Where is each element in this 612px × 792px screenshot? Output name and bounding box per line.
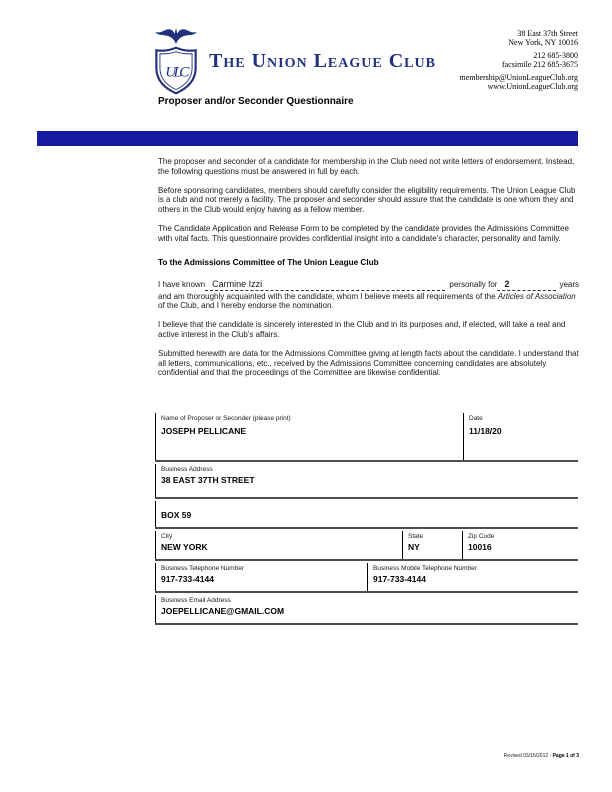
business-email-cell (155, 595, 578, 623)
zip-label: Zip Code (468, 533, 495, 540)
address-city: New York, NY 10016 (508, 38, 578, 47)
business-email-field[interactable]: JOEPELLICANE@GMAIL.COM (161, 606, 285, 616)
facsimile-number: facsimile 212 685-3675 (502, 60, 578, 69)
proposer-form (155, 413, 578, 627)
intro-paragraph-3: The Candidate Application and Release Form to be completed by the candidate provides the Admissions Committee with vital facts. This questionnaire provides confidential insight into a candidate's character, personality and family. (158, 223, 569, 243)
known-rest-1: and am thoroughly acquainted with the candidate, whom I believe meets all requirements of the (158, 291, 498, 301)
business-telephone-label: Business Telephone Number (161, 565, 244, 572)
address-street: 38 East 37th Street (517, 29, 578, 38)
date-label: Date (469, 415, 483, 422)
footer-page-number: Page 1 of 3 (552, 753, 579, 759)
footer-revised-text: Revised 03/15/2012 - (503, 753, 553, 759)
believe-paragraph: I believe that the candidate is sincerely interested in the Club and in its purposes and, if elected, will take a real and active interest in the Club's affairs. (158, 320, 566, 340)
monogram-text: ULC (165, 63, 187, 81)
zip-cell (462, 531, 578, 559)
form-row-city-state-zip (155, 531, 578, 561)
known-line (158, 279, 579, 291)
phone-number: 212 685-3800 (533, 51, 578, 60)
business-telephone-cell (155, 563, 367, 591)
known-suffix: years (559, 280, 579, 290)
known-middle: personally for (449, 280, 498, 290)
name-cell (155, 413, 463, 460)
city-label: City (161, 533, 173, 540)
form-row-address-line-2 (155, 501, 578, 529)
known-prefix: I have known (158, 280, 206, 290)
membership-email: membership@UnionLeagueClub.org (459, 73, 578, 82)
document-title: Proposer and/or Seconder Questionnaire (158, 96, 354, 107)
form-row-telephones (155, 563, 578, 593)
known-paragraph (158, 279, 579, 311)
body-content (158, 157, 579, 387)
club-logo (148, 28, 204, 96)
mobile-telephone-field[interactable]: 917-733-4144 (373, 574, 426, 584)
address-line-2-cell (155, 501, 578, 527)
form-row-email (155, 595, 578, 625)
city-cell (155, 531, 402, 559)
name-label: Name of Proposer or Seconder (please print) (161, 415, 291, 422)
intro-paragraph-2: Before sponsoring candidates, members should carefully consider the eligibility requirements. The Union League Club is a club and not merely a facility. The proposer and seconder should assure that the candidate is one whom they and others in the Club would enjoy having as a fellow member. (158, 185, 576, 214)
form-row-business-address (155, 464, 578, 499)
business-address-label: Business Address (161, 466, 213, 473)
business-address-field[interactable]: 38 EAST 37TH STREET (161, 475, 255, 485)
intro-paragraph-1: The proposer and seconder of a candidate for membership in the Club need not write letters of endorsement. Instead, the following questions must be answered in full by each. (158, 157, 575, 176)
eagle-icon (148, 28, 204, 45)
mobile-telephone-cell (367, 563, 578, 591)
date-field[interactable]: 11/18/20 (469, 426, 502, 436)
form-row-name-date (155, 413, 578, 462)
club-website: www.UnionLeagueClub.org (487, 82, 578, 91)
state-cell (402, 531, 462, 559)
known-rest-2: of the Club, and I hereby endorse the nomination. (158, 301, 334, 311)
mobile-telephone-label: Business Mobile Telephone Number (373, 565, 477, 572)
candidate-name-field[interactable]: Carmine Izzi (205, 279, 445, 291)
business-telephone-field[interactable]: 917-733-4144 (161, 574, 214, 584)
page-footer (504, 753, 579, 759)
club-address-block (459, 29, 578, 95)
state-field[interactable]: NY (408, 542, 420, 552)
articles-of-association: Articles of Association (497, 291, 576, 301)
committee-heading: To the Admissions Committee of The Union League Club (158, 258, 379, 268)
club-name: The Union League Club (209, 50, 436, 72)
business-email-label: Business Email Address (161, 597, 231, 604)
business-address-cell (155, 464, 578, 497)
city-field[interactable]: NEW YORK (161, 542, 208, 552)
submitted-paragraph: Submitted herewith are data for the Admissions Committee giving at length facts about the candidate. I understand that all letters, communications, etc., received by the Admissions Committee concerning candidates are absolutely confidential and that the proceedings of the Committee are likewise confidential. (158, 349, 579, 378)
zip-field[interactable]: 10016 (468, 542, 492, 552)
years-known-field[interactable]: 2 (497, 279, 556, 291)
date-cell (463, 413, 578, 460)
address-line-2-field[interactable]: BOX 59 (161, 510, 192, 520)
shield-icon (148, 45, 204, 95)
name-field[interactable]: JOSEPH PELLICANE (161, 426, 247, 436)
state-label: State (408, 533, 424, 540)
divider-bar (37, 131, 578, 146)
